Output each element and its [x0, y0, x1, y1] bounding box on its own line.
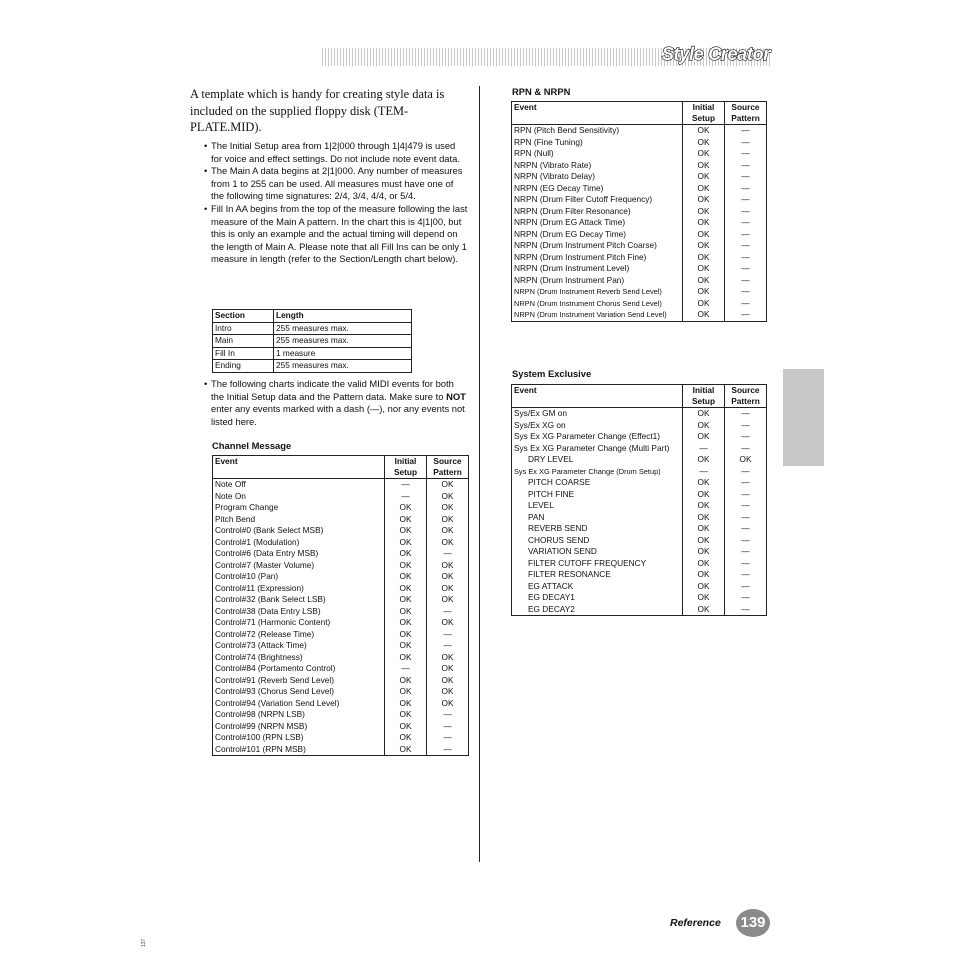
source-cell: OK — [427, 594, 469, 606]
initial-cell: 1 measure — [274, 347, 412, 360]
header-source: Source Pattern — [427, 456, 469, 479]
initial-cell: OK — [683, 275, 725, 287]
event-cell: Intro — [213, 322, 274, 335]
event-cell: Control#11 (Expression) — [213, 583, 385, 595]
table-row — [512, 512, 767, 524]
header-source: Source Pattern — [725, 385, 767, 408]
initial-cell: OK — [385, 709, 427, 721]
event-cell: RPN (Pitch Bend Sensitivity) — [512, 125, 683, 137]
source-cell: — — [725, 604, 767, 616]
source-cell: OK — [725, 454, 767, 466]
initial-cell: — — [683, 466, 725, 478]
source-cell: — — [725, 443, 767, 455]
header-section: Section — [213, 310, 274, 323]
initial-cell: OK — [683, 240, 725, 252]
table-row — [213, 686, 469, 698]
initial-cell: OK — [385, 721, 427, 733]
source-cell: — — [725, 489, 767, 501]
table-row — [512, 125, 767, 137]
initial-cell: OK — [385, 594, 427, 606]
initial-cell: OK — [385, 675, 427, 687]
source-cell: — — [725, 171, 767, 183]
source-cell: — — [725, 581, 767, 593]
table-row — [213, 514, 469, 526]
bullet-text: The following charts indicate the valid MIDI events for both the Initial Setup data and the Pattern data. Make sure to — [211, 378, 454, 402]
table-row — [512, 443, 767, 455]
table-row — [512, 160, 767, 172]
header-event: Event — [213, 456, 385, 479]
initial-cell: OK — [683, 454, 725, 466]
event-cell: Control#32 (Bank Select LSB) — [213, 594, 385, 606]
table-row — [512, 604, 767, 616]
source-cell: — — [725, 500, 767, 512]
initial-cell: OK — [385, 514, 427, 526]
initial-cell: OK — [683, 309, 725, 321]
bullet-item: • Fill In AA begins from the top of the measure following the last measure of the Main A pattern. In the chart this is 4|1|00, but this is only an example and the actual timing will depend on the length of Main A. Please note that all Fill Ins can be only 1 measure in length (refer to the Section/Length chart below). — [204, 203, 468, 266]
table-row — [213, 640, 469, 652]
event-cell: NRPN (Drum Instrument Variation Send Level) — [512, 309, 683, 321]
source-cell: — — [725, 217, 767, 229]
event-cell: NRPN (Drum Instrument Level) — [512, 263, 683, 275]
source-cell: OK — [427, 560, 469, 572]
initial-cell: OK — [385, 606, 427, 618]
initial-cell: OK — [683, 183, 725, 195]
table-row — [512, 194, 767, 206]
source-cell: — — [427, 732, 469, 744]
table-row — [213, 502, 469, 514]
initial-cell: OK — [683, 137, 725, 149]
source-cell: OK — [427, 514, 469, 526]
table-row — [512, 309, 767, 321]
event-cell: Sys Ex XG Parameter Change (Multi Part) — [512, 443, 683, 455]
event-cell: Control#10 (Pan) — [213, 571, 385, 583]
table-row — [512, 500, 767, 512]
table-row — [213, 698, 469, 710]
event-cell: Fill In — [213, 347, 274, 360]
header-length: Length — [274, 310, 412, 323]
initial-cell: — — [385, 479, 427, 491]
event-cell: NRPN (Drum EG Decay Time) — [512, 229, 683, 241]
table-row — [213, 525, 469, 537]
table-row — [213, 732, 469, 744]
header-event: Event — [512, 385, 683, 408]
source-cell: — — [427, 548, 469, 560]
table-row — [512, 252, 767, 264]
source-cell: — — [725, 558, 767, 570]
initial-cell: OK — [683, 477, 725, 489]
initial-cell: OK — [385, 537, 427, 549]
source-cell: — — [725, 466, 767, 478]
table-row — [213, 721, 469, 733]
initial-cell: OK — [683, 569, 725, 581]
source-cell: OK — [427, 479, 469, 491]
initial-cell: OK — [683, 431, 725, 443]
source-cell: — — [725, 569, 767, 581]
initial-cell: OK — [683, 558, 725, 570]
table-row — [512, 408, 767, 420]
event-cell: Sys/Ex GM on — [512, 408, 683, 420]
table-row — [213, 479, 469, 491]
source-cell: — — [725, 240, 767, 252]
header-initial: Initial Setup — [683, 102, 725, 125]
table-row — [512, 535, 767, 547]
bullet-emphasis: NOT — [446, 390, 466, 402]
table-row — [512, 592, 767, 604]
initial-cell: OK — [385, 698, 427, 710]
event-cell: Main — [213, 335, 274, 348]
event-cell: NRPN (Vibrato Rate) — [512, 160, 683, 172]
initial-cell: OK — [683, 252, 725, 264]
initial-cell: OK — [683, 206, 725, 218]
event-cell: Control#99 (NRPN MSB) — [213, 721, 385, 733]
initial-cell: 255 measures max. — [274, 322, 412, 335]
event-cell: Pitch Bend — [213, 514, 385, 526]
event-cell: Control#0 (Bank Select MSB) — [213, 525, 385, 537]
initial-cell: OK — [683, 194, 725, 206]
table-row — [512, 286, 767, 298]
table-row — [213, 629, 469, 641]
source-cell: — — [725, 229, 767, 241]
initial-cell: OK — [385, 640, 427, 652]
initial-cell: OK — [683, 535, 725, 547]
event-cell: NRPN (Drum Instrument Pitch Coarse) — [512, 240, 683, 252]
table-row — [512, 477, 767, 489]
sysex-title: System Exclusive — [512, 368, 592, 379]
event-cell: Sys Ex XG Parameter Change (Drum Setup) — [512, 466, 683, 478]
bullet-list-2 — [204, 378, 468, 428]
source-cell: — — [725, 546, 767, 558]
initial-cell: OK — [683, 546, 725, 558]
event-cell: Note Off — [213, 479, 385, 491]
table-row — [512, 137, 767, 149]
source-cell: — — [725, 298, 767, 310]
header-source: Source Pattern — [725, 102, 767, 125]
initial-cell: OK — [683, 286, 725, 298]
source-cell: OK — [427, 491, 469, 503]
header-initial: Initial Setup — [385, 456, 427, 479]
source-cell: — — [725, 252, 767, 264]
event-cell: Control#38 (Data Entry LSB) — [213, 606, 385, 618]
page-number: 139 — [736, 909, 770, 937]
source-cell: — — [725, 125, 767, 137]
header-initial: Initial Setup — [683, 385, 725, 408]
event-cell: EG DECAY1 — [512, 592, 683, 604]
table-row — [213, 652, 469, 664]
event-cell: LEVEL — [512, 500, 683, 512]
table-row — [213, 583, 469, 595]
event-cell: NRPN (Drum Instrument Pitch Fine) — [512, 252, 683, 264]
source-cell: — — [427, 744, 469, 756]
section-length-table — [212, 309, 412, 373]
initial-cell: — — [683, 443, 725, 455]
initial-cell: OK — [683, 408, 725, 420]
table-row — [213, 491, 469, 503]
event-cell: NRPN (Drum EG Attack Time) — [512, 217, 683, 229]
table-row — [213, 675, 469, 687]
source-cell: — — [427, 721, 469, 733]
source-cell: — — [725, 523, 767, 535]
event-cell: FILTER RESONANCE — [512, 569, 683, 581]
table-row — [512, 263, 767, 275]
table-row — [213, 322, 412, 335]
table-row — [512, 275, 767, 287]
initial-cell: OK — [385, 732, 427, 744]
source-cell: OK — [427, 663, 469, 675]
initial-cell: OK — [385, 525, 427, 537]
initial-cell: OK — [683, 592, 725, 604]
event-cell: Control#7 (Master Volume) — [213, 560, 385, 572]
event-cell: Control#71 (Harmonic Content) — [213, 617, 385, 629]
initial-cell: OK — [683, 160, 725, 172]
table-row — [213, 347, 412, 360]
source-cell: — — [427, 640, 469, 652]
source-cell: — — [725, 137, 767, 149]
initial-cell: OK — [683, 171, 725, 183]
column-divider — [479, 86, 480, 862]
source-cell: — — [725, 420, 767, 432]
initial-cell: OK — [385, 652, 427, 664]
table-row — [512, 171, 767, 183]
print-mark: 137 — [141, 938, 148, 948]
table-row — [213, 663, 469, 675]
source-cell: OK — [427, 617, 469, 629]
bullet-item: • The Initial Setup area from 1|2|000 through 1|4|479 is used for voice and effect settings. Do not include note event data. — [204, 140, 468, 165]
source-cell: — — [725, 275, 767, 287]
event-cell: Sys Ex XG Parameter Change (Effect1) — [512, 431, 683, 443]
table-row — [512, 206, 767, 218]
table-row — [213, 537, 469, 549]
event-cell: Ending — [213, 360, 274, 373]
event-cell: Control#100 (RPN LSB) — [213, 732, 385, 744]
source-cell: — — [725, 148, 767, 160]
initial-cell: OK — [385, 571, 427, 583]
source-cell: — — [725, 183, 767, 195]
source-cell: — — [725, 309, 767, 321]
footer-reference: Reference — [670, 917, 721, 929]
initial-cell: OK — [385, 502, 427, 514]
initial-cell: OK — [683, 420, 725, 432]
table-row — [512, 523, 767, 535]
event-cell: Control#1 (Modulation) — [213, 537, 385, 549]
event-cell: PITCH COARSE — [512, 477, 683, 489]
source-cell: — — [725, 286, 767, 298]
event-cell: Control#73 (Attack Time) — [213, 640, 385, 652]
initial-cell: OK — [683, 512, 725, 524]
event-cell: Control#93 (Chorus Send Level) — [213, 686, 385, 698]
initial-cell: OK — [683, 489, 725, 501]
table-row — [512, 183, 767, 195]
source-cell: OK — [427, 686, 469, 698]
event-cell: Program Change — [213, 502, 385, 514]
initial-cell: OK — [683, 604, 725, 616]
event-cell: Note On — [213, 491, 385, 503]
table-row — [213, 709, 469, 721]
header-event: Event — [512, 102, 683, 125]
event-cell: EG DECAY2 — [512, 604, 683, 616]
event-cell: Control#98 (NRPN LSB) — [213, 709, 385, 721]
table-row — [512, 420, 767, 432]
initial-cell: OK — [683, 217, 725, 229]
event-cell: Sys/Ex XG on — [512, 420, 683, 432]
initial-cell: OK — [385, 629, 427, 641]
table-row — [512, 454, 767, 466]
source-cell: OK — [427, 698, 469, 710]
initial-cell: OK — [385, 686, 427, 698]
initial-cell: OK — [683, 125, 725, 137]
source-cell: — — [725, 512, 767, 524]
channel-message-table — [212, 455, 469, 756]
section-tab — [783, 369, 824, 466]
source-cell: — — [725, 477, 767, 489]
table-row — [512, 217, 767, 229]
event-cell: DRY LEVEL — [512, 454, 683, 466]
initial-cell: OK — [683, 229, 725, 241]
initial-cell: OK — [683, 500, 725, 512]
table-row — [213, 594, 469, 606]
intro-paragraph: A template which is handy for creating style data is included on the supplied floppy disk (TEM-PLATE.MID). — [190, 87, 445, 134]
event-cell: Control#94 (Variation Send Level) — [213, 698, 385, 710]
event-cell: FILTER CUTOFF FREQUENCY — [512, 558, 683, 570]
source-cell: — — [725, 431, 767, 443]
table-row — [512, 298, 767, 310]
event-cell: NRPN (Drum Filter Resonance) — [512, 206, 683, 218]
source-cell: — — [725, 194, 767, 206]
initial-cell: OK — [683, 581, 725, 593]
table-row — [213, 360, 412, 373]
event-cell: VARIATION SEND — [512, 546, 683, 558]
event-cell: NRPN (Drum Filter Cutoff Frequency) — [512, 194, 683, 206]
source-cell: — — [725, 592, 767, 604]
bullet-item — [204, 378, 468, 428]
event-cell: CHORUS SEND — [512, 535, 683, 547]
table-row — [512, 466, 767, 478]
initial-cell: OK — [683, 148, 725, 160]
source-cell: OK — [427, 652, 469, 664]
bullet-list — [204, 140, 468, 266]
page-title: Style Creator — [661, 44, 770, 64]
bullet-text: enter any events marked with a dash (—), nor any events not listed here. — [211, 403, 465, 427]
source-cell: — — [725, 535, 767, 547]
event-cell: PAN — [512, 512, 683, 524]
event-cell: RPN (Null) — [512, 148, 683, 160]
table-row — [512, 581, 767, 593]
source-cell: — — [427, 606, 469, 618]
initial-cell: OK — [385, 617, 427, 629]
sysex-table — [511, 384, 767, 616]
event-cell: Control#101 (RPN MSB) — [213, 744, 385, 756]
initial-cell: OK — [683, 263, 725, 275]
table-row — [512, 240, 767, 252]
table-row — [213, 606, 469, 618]
source-cell: — — [427, 629, 469, 641]
event-cell: NRPN (Drum Instrument Chorus Send Level) — [512, 298, 683, 310]
event-cell: EG ATTACK — [512, 581, 683, 593]
table-row — [512, 431, 767, 443]
source-cell: OK — [427, 583, 469, 595]
event-cell: PITCH FINE — [512, 489, 683, 501]
source-cell: OK — [427, 675, 469, 687]
table-row — [512, 558, 767, 570]
event-cell: Control#84 (Portamento Control) — [213, 663, 385, 675]
initial-cell: — — [385, 663, 427, 675]
event-cell: Control#6 (Data Entry MSB) — [213, 548, 385, 560]
table-row — [213, 744, 469, 756]
initial-cell: 255 measures max. — [274, 360, 412, 373]
bullet-item: • The Main A data begins at 2|1|000. Any number of measures from 1 to 255 can be used. All measures must have one of the following time signatures: 2/4, 3/4, 4/4, or 5/4. — [204, 165, 468, 203]
source-cell: — — [725, 160, 767, 172]
initial-cell: 255 measures max. — [274, 335, 412, 348]
source-cell: — — [725, 408, 767, 420]
event-cell: NRPN (EG Decay Time) — [512, 183, 683, 195]
source-cell: OK — [427, 525, 469, 537]
event-cell: NRPN (Vibrato Delay) — [512, 171, 683, 183]
initial-cell: OK — [385, 744, 427, 756]
source-cell: OK — [427, 571, 469, 583]
table-row — [213, 335, 412, 348]
event-cell: Control#74 (Brightness) — [213, 652, 385, 664]
source-cell: OK — [427, 537, 469, 549]
event-cell: RPN (Fine Tuning) — [512, 137, 683, 149]
event-cell: NRPN (Drum Instrument Reverb Send Level) — [512, 286, 683, 298]
table-row — [512, 148, 767, 160]
table-row — [213, 548, 469, 560]
source-cell: OK — [427, 502, 469, 514]
initial-cell: OK — [683, 298, 725, 310]
source-cell: — — [725, 263, 767, 275]
event-cell: REVERB SEND — [512, 523, 683, 535]
table-row — [512, 569, 767, 581]
initial-cell: — — [385, 491, 427, 503]
table-row — [512, 546, 767, 558]
table-row — [213, 617, 469, 629]
initial-cell: OK — [385, 560, 427, 572]
source-cell: — — [725, 206, 767, 218]
initial-cell: OK — [683, 523, 725, 535]
table-row — [213, 571, 469, 583]
table-row — [213, 560, 469, 572]
rpn-nrpn-table — [511, 101, 767, 322]
initial-cell: OK — [385, 548, 427, 560]
source-cell: — — [427, 709, 469, 721]
initial-cell: OK — [385, 583, 427, 595]
table-row — [512, 229, 767, 241]
rpn-nrpn-title: RPN & NRPN — [512, 86, 571, 97]
event-cell: Control#91 (Reverb Send Level) — [213, 675, 385, 687]
event-cell: NRPN (Drum Instrument Pan) — [512, 275, 683, 287]
channel-message-title: Channel Message — [212, 440, 292, 451]
event-cell: Control#72 (Release Time) — [213, 629, 385, 641]
table-row — [512, 489, 767, 501]
